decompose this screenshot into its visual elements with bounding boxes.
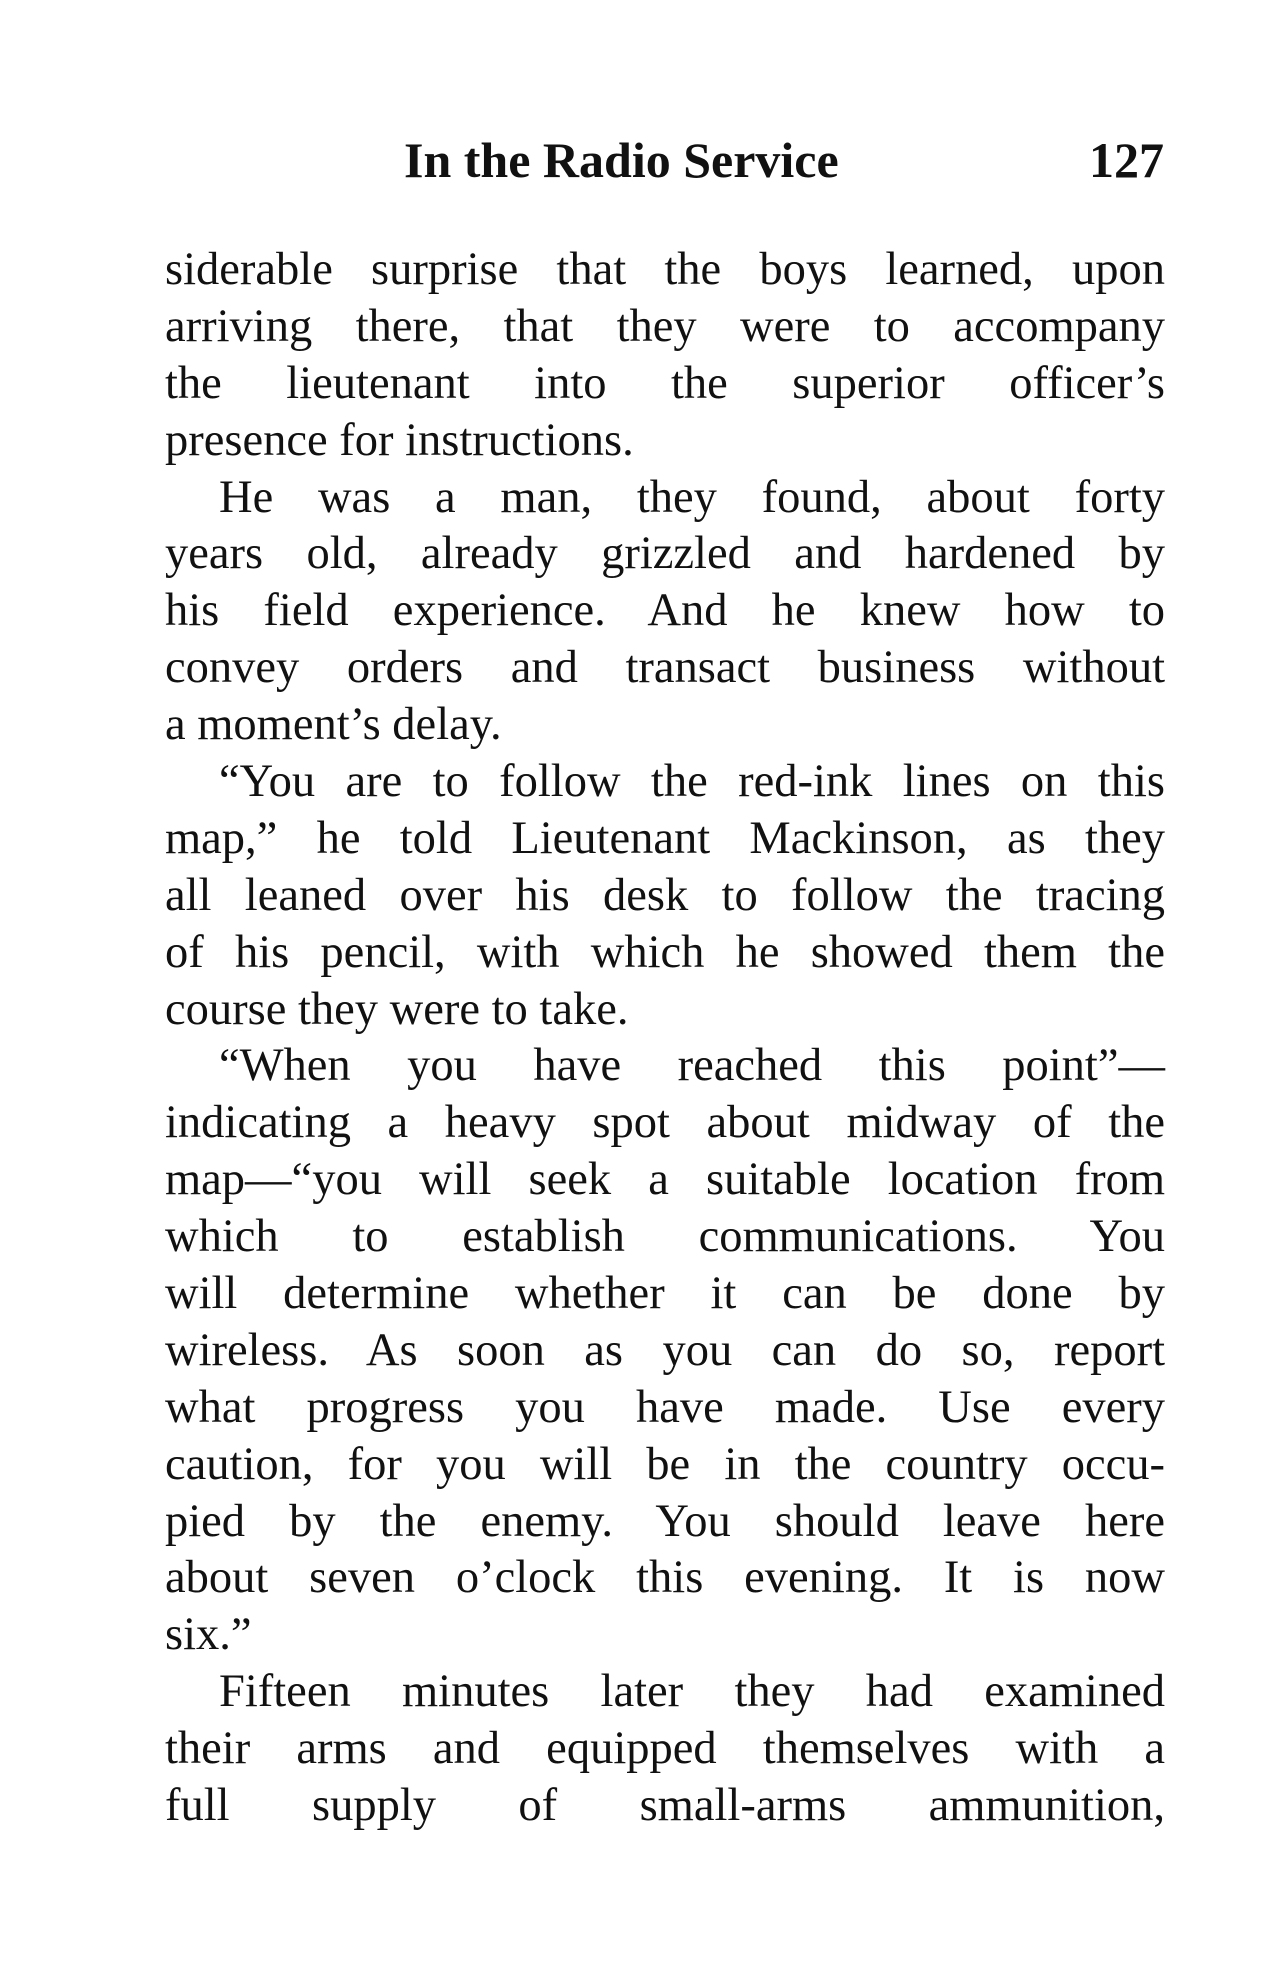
body-text bbox=[165, 242, 1165, 1835]
text-line: full supply of small-arms ammunition, bbox=[165, 1780, 1165, 1832]
page-number: 127 bbox=[1089, 132, 1164, 188]
text-line: their arms and equipped themselves with a bbox=[165, 1723, 1165, 1775]
text-line: course they were to take. bbox=[165, 983, 629, 1035]
text-line: Fifteen minutes later they had examined bbox=[219, 1666, 1165, 1718]
text-line: the lieutenant into the superior officer’s bbox=[165, 357, 1165, 409]
text-line: wireless. As soon as you can do so, report bbox=[165, 1324, 1165, 1376]
text-line: “When you have reached this point”— bbox=[219, 1040, 1165, 1092]
text-line: all leaned over his desk to follow the tracing bbox=[165, 869, 1165, 921]
paragraph bbox=[165, 242, 1165, 470]
paragraph bbox=[165, 470, 1165, 754]
text-line: siderable surprise that the boys learned, upon bbox=[165, 244, 1165, 295]
text-line: what progress you have made. Use every bbox=[165, 1381, 1165, 1433]
text-line: convey orders and transact business without bbox=[165, 642, 1165, 694]
text-line: of his pencil, with which he showed them the bbox=[165, 926, 1165, 978]
text-line: “You are to follow the red-ink lines on this bbox=[219, 756, 1165, 808]
running-header bbox=[404, 130, 1164, 190]
running-title: In the Radio Service bbox=[404, 132, 839, 188]
text-line: presence for instructions. bbox=[165, 414, 634, 466]
text-line: his field experience. And he knew how to bbox=[165, 585, 1165, 637]
text-line: pied by the enemy. You should leave here bbox=[165, 1495, 1165, 1547]
text-line: will determine whether it can be done by bbox=[165, 1268, 1165, 1320]
paragraph bbox=[165, 1038, 1165, 1664]
text-line: map—“you will seek a suitable location from bbox=[165, 1154, 1165, 1206]
text-line: arriving there, that they were to accompany bbox=[165, 300, 1165, 352]
text-line: a moment’s delay. bbox=[165, 699, 502, 751]
text-line: years old, already grizzled and hardened by bbox=[165, 528, 1165, 580]
text-line: which to establish communications. You bbox=[165, 1211, 1165, 1263]
paragraph bbox=[165, 1664, 1165, 1835]
text-line: map,” he told Lieutenant Mackinson, as they bbox=[165, 812, 1165, 864]
text-line: caution, for you will be in the country occu- bbox=[165, 1438, 1165, 1490]
text-line: He was a man, they found, about forty bbox=[219, 471, 1165, 523]
paragraph bbox=[165, 754, 1165, 1038]
text-line: six.” bbox=[165, 1609, 252, 1661]
text-line: indicating a heavy spot about midway of the bbox=[165, 1097, 1165, 1149]
text-line: about seven o’clock this evening. It is now bbox=[165, 1552, 1165, 1604]
